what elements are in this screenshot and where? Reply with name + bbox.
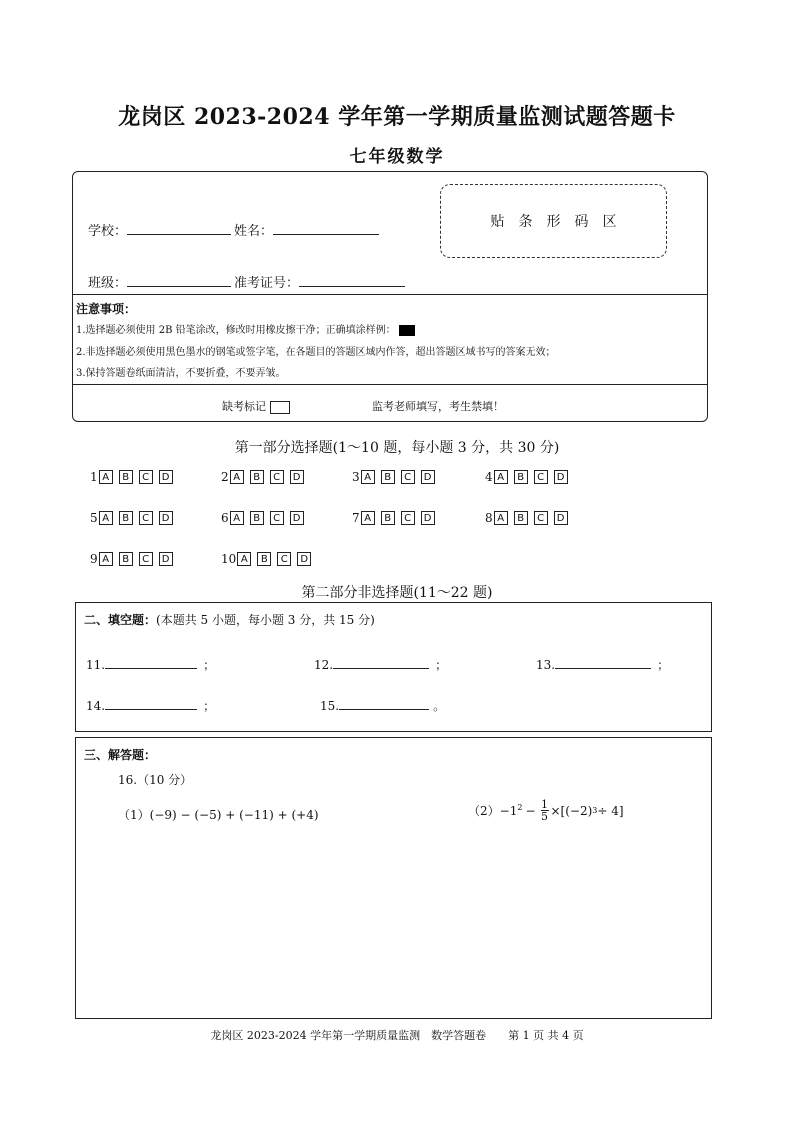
fill-blank-desc: (本题共 5 小题，每小题 3 分，共 15 分) (156, 613, 375, 627)
option-b-bubble[interactable]: B (514, 470, 528, 484)
sub2-term1 (500, 803, 523, 818)
option-b-bubble[interactable]: B (514, 511, 528, 525)
page-footer: 龙岗区 2023-2024 学年第一学期质量监测 数学答题卷 第 1 页 共 4 页 (210, 1029, 584, 1042)
option-c-bubble[interactable]: C (139, 552, 153, 566)
blank-11-sep: ； (203, 658, 216, 672)
exam-id-label: 准考证号： (234, 276, 300, 291)
option-b-bubble[interactable]: B (250, 511, 264, 525)
question-number: 8 (485, 511, 493, 525)
question-number: 2 (221, 470, 229, 484)
option-c-bubble[interactable]: C (139, 470, 153, 484)
mc-question-5 (90, 511, 179, 525)
blank-13[interactable] (536, 654, 669, 673)
mc-question-10 (221, 552, 317, 566)
fill-blank-title: 二、填空题： (84, 613, 157, 627)
fill-blank-header (84, 611, 375, 628)
mc-question-8 (485, 511, 574, 525)
option-b-bubble[interactable]: B (119, 470, 133, 484)
question-number: 3 (352, 470, 360, 484)
option-d-bubble[interactable]: D (554, 470, 568, 484)
sub2-label: （2） (468, 804, 500, 818)
blank-15[interactable] (320, 695, 445, 714)
option-b-bubble[interactable]: B (119, 552, 133, 566)
blank-12-label: 12. (314, 658, 334, 672)
blank-13-sep: ； (657, 658, 670, 672)
exam-id-line[interactable] (299, 272, 405, 287)
page-subtitle: 七年级数学 (349, 147, 445, 167)
solve-title: 三、解答题： (84, 748, 157, 762)
absent-mark[interactable] (222, 398, 290, 414)
sub2-exponent: 2 (517, 803, 523, 812)
blank-12-line[interactable] (333, 654, 429, 669)
blank-13-line[interactable] (555, 654, 651, 669)
page-title: 龙岗区 2023-2024 学年第一学期质量监测试题答题卡 (118, 104, 676, 130)
option-b-bubble[interactable]: B (257, 552, 271, 566)
name-label: 姓名： (234, 224, 274, 239)
notes-title: 注意事项： (76, 302, 137, 316)
sub1-expression: (−9) − (−5) + (−11) + (+4) (149, 808, 319, 822)
option-c-bubble[interactable]: C (139, 511, 153, 525)
sub2-post1: ×[(−2) (550, 803, 593, 818)
option-b-bubble[interactable]: B (250, 470, 264, 484)
blank-11-label: 11. (86, 658, 106, 672)
fraction-denominator: 5 (541, 810, 548, 823)
mc-question-7 (352, 511, 441, 525)
option-a-bubble[interactable]: A (230, 511, 244, 525)
mc-question-2 (221, 470, 310, 484)
school-label: 学校： (88, 224, 128, 239)
blank-14[interactable] (86, 695, 215, 714)
absent-label: 缺考标记 (222, 400, 266, 413)
note-2: 2.非选择题必须使用黑色墨水的钢笔或签字笔，在各题目的答题区域内作答，超出答题区域书写的答案无效； (76, 347, 556, 358)
question-number: 6 (221, 511, 229, 525)
blank-11-line[interactable] (105, 654, 197, 669)
filled-sample-mark (399, 325, 415, 336)
blank-14-line[interactable] (105, 695, 197, 710)
option-d-bubble[interactable]: D (290, 470, 304, 484)
blank-15-line[interactable] (339, 695, 429, 710)
class-field[interactable] (88, 272, 231, 291)
option-a-bubble[interactable]: A (494, 470, 508, 484)
option-d-bubble[interactable]: D (297, 552, 311, 566)
question-number: 7 (352, 511, 360, 525)
sub2-minus: − (525, 803, 536, 818)
blank-15-label: 15. (320, 699, 340, 713)
barcode-area: 贴条形码区 (440, 184, 667, 258)
option-a-bubble[interactable]: A (237, 552, 251, 566)
note-3: 3.保持答题卷纸面清洁，不要折叠，不要弄皱。 (76, 368, 286, 379)
question-number: 10 (221, 552, 237, 566)
mc-question-1 (90, 470, 179, 484)
sub-question-2 (468, 799, 624, 822)
blank-14-label: 14. (86, 699, 106, 713)
mc-question-9 (90, 552, 179, 566)
fraction-numerator: 1 (541, 798, 548, 811)
option-d-bubble[interactable]: D (421, 511, 435, 525)
option-a-bubble[interactable]: A (99, 470, 113, 484)
class-label: 班级： (88, 276, 128, 291)
blank-12-sep: ； (435, 658, 448, 672)
mc-question-4 (485, 470, 574, 484)
option-a-bubble[interactable]: A (99, 511, 113, 525)
blank-15-sep: 。 (433, 699, 446, 713)
option-c-bubble[interactable]: C (401, 511, 415, 525)
part2-heading: 第二部分非选择题(11～22 题) (301, 585, 493, 601)
option-d-bubble[interactable]: D (290, 511, 304, 525)
question-number: 4 (485, 470, 493, 484)
class-line[interactable] (127, 272, 231, 287)
fraction-one-fifth (541, 799, 549, 822)
option-a-bubble[interactable]: A (99, 552, 113, 566)
option-c-bubble[interactable]: C (270, 470, 284, 484)
sub1-label: （1） (118, 808, 150, 822)
option-a-bubble[interactable]: A (230, 470, 244, 484)
option-d-bubble[interactable]: D (159, 552, 173, 566)
divider (72, 294, 708, 295)
option-c-bubble[interactable]: C (270, 511, 284, 525)
question-number: 9 (90, 552, 98, 566)
option-a-bubble[interactable]: A (494, 511, 508, 525)
note-1 (76, 321, 415, 336)
proctor-note: 监考老师填写，考生禁填！ (372, 400, 504, 413)
part1-heading: 第一部分选择题(1～10 题，每小题 3 分，共 30 分) (234, 440, 560, 456)
name-field[interactable] (234, 220, 379, 239)
option-d-bubble[interactable]: D (159, 511, 173, 525)
sub-question-1 (118, 806, 319, 823)
question-16: 16.（10 分） (118, 773, 193, 787)
option-c-bubble[interactable]: C (534, 470, 548, 484)
note-1-text: 1.选择题必须使用 2B 铅笔涂改，修改时用橡皮擦干净；正确填涂样例： (76, 325, 396, 336)
option-a-bubble[interactable]: A (361, 470, 375, 484)
school-line[interactable] (127, 220, 231, 235)
option-d-bubble[interactable]: D (421, 470, 435, 484)
option-b-bubble[interactable]: B (381, 470, 395, 484)
option-c-bubble[interactable]: C (401, 470, 415, 484)
option-b-bubble[interactable]: B (381, 511, 395, 525)
blank-14-sep: ； (203, 699, 216, 713)
school-field[interactable] (88, 220, 231, 239)
question-number: 5 (90, 511, 98, 525)
mc-question-6 (221, 511, 310, 525)
blank-13-label: 13. (536, 658, 556, 672)
option-c-bubble[interactable]: C (277, 552, 291, 566)
sub2-pre: −1 (499, 804, 518, 818)
option-a-bubble[interactable]: A (361, 511, 375, 525)
mc-question-3 (352, 470, 441, 484)
sub2-post2: ÷ 4] (597, 803, 624, 818)
absent-checkbox[interactable] (270, 401, 290, 414)
question-number: 1 (90, 470, 98, 484)
blank-12[interactable] (314, 654, 447, 673)
exam-id-field[interactable] (234, 272, 405, 291)
option-c-bubble[interactable]: C (534, 511, 548, 525)
sub2-exponent2: 3 (592, 806, 598, 815)
option-b-bubble[interactable]: B (119, 511, 133, 525)
blank-11[interactable] (86, 654, 215, 673)
option-d-bubble[interactable]: D (554, 511, 568, 525)
name-line[interactable] (273, 220, 379, 235)
divider (72, 384, 708, 385)
option-d-bubble[interactable]: D (159, 470, 173, 484)
